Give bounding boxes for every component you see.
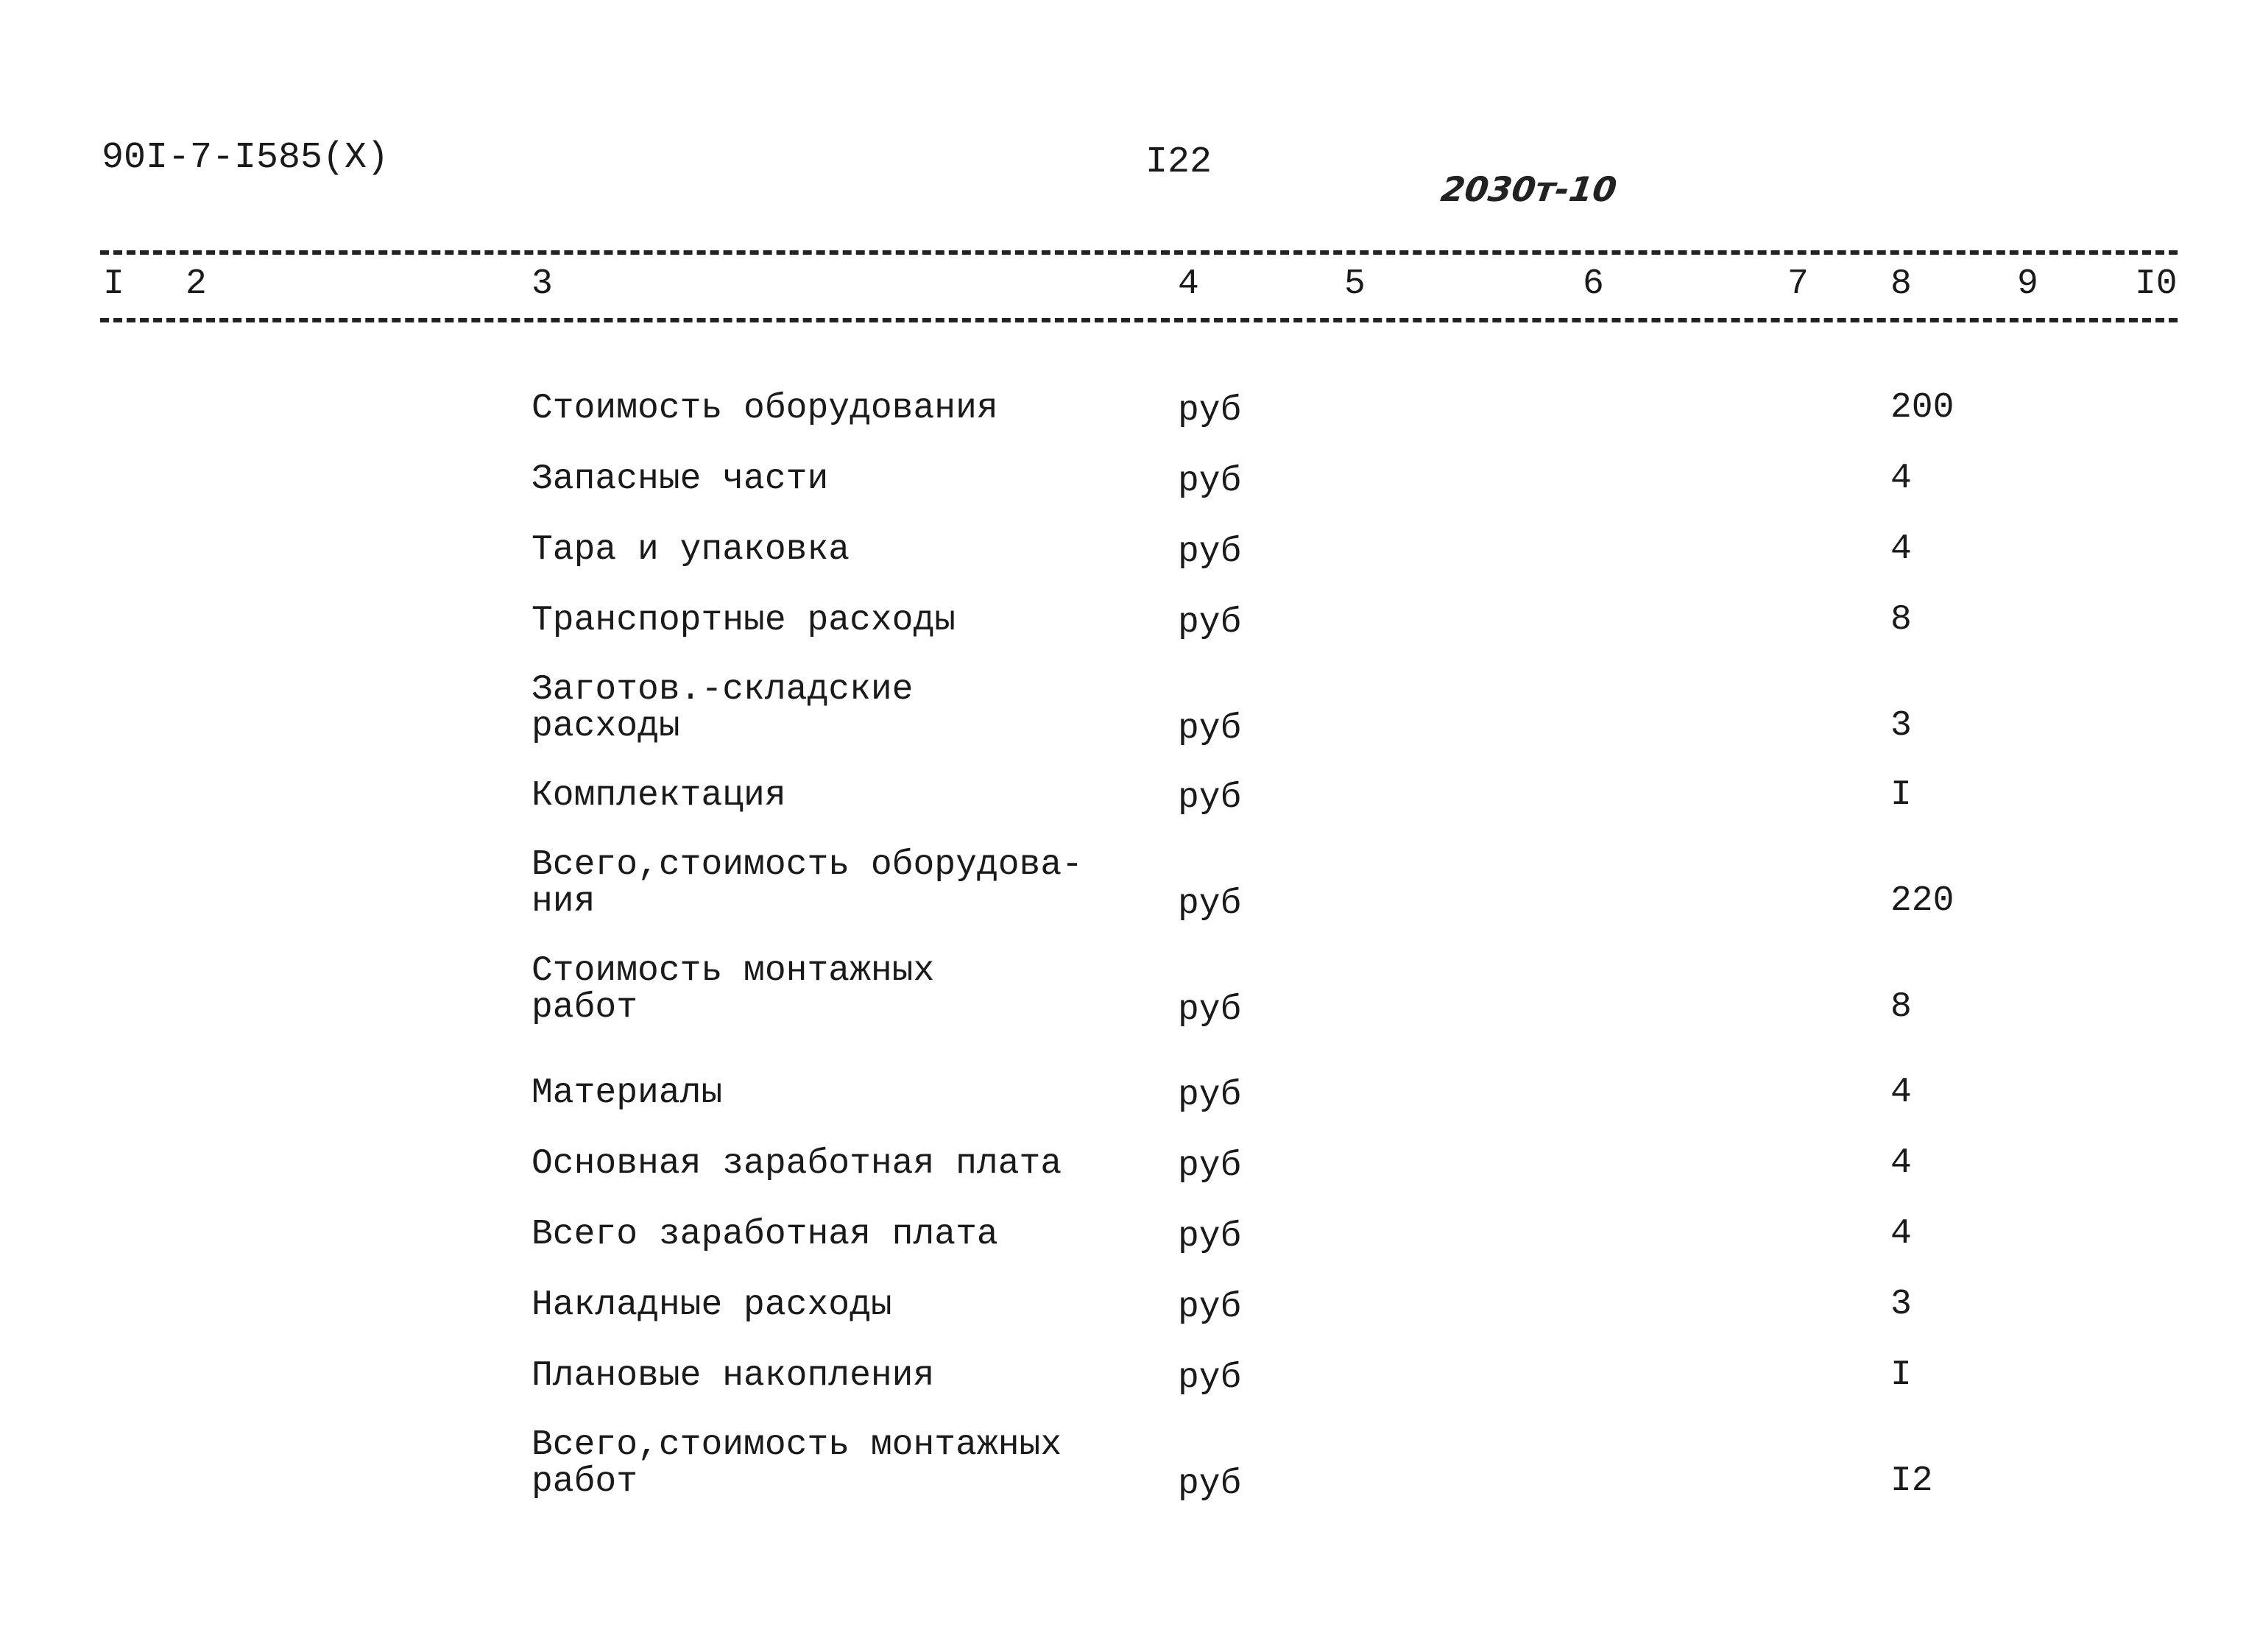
header-top-rule	[100, 250, 2178, 255]
row-value: 4	[1890, 1214, 1912, 1254]
row-item-name: Основная заработная плата	[532, 1144, 1062, 1184]
row-value: 4	[1890, 529, 1912, 569]
column-number-7: 7	[1787, 264, 1809, 304]
column-number-1: I	[103, 264, 124, 304]
row-unit: руб	[1178, 462, 1242, 501]
column-number-5: 5	[1344, 264, 1366, 304]
row-item-name: Всего,стоимость монтажных работ	[532, 1425, 1062, 1502]
column-number-9: 9	[2017, 264, 2038, 304]
row-item-name: Плановые накопления	[532, 1356, 935, 1396]
column-number-3: 3	[532, 264, 553, 304]
column-number-10: I0	[2135, 264, 2178, 304]
row-unit: руб	[1178, 1217, 1242, 1257]
row-item-name: Накладные расходы	[532, 1285, 892, 1325]
row-value: 4	[1890, 1143, 1912, 1183]
row-item-name: Тара и упаковка	[532, 530, 850, 570]
handwritten-note: 2030т-10	[1438, 169, 1620, 209]
row-unit: руб	[1178, 1464, 1242, 1504]
row-value: 3	[1890, 706, 1912, 746]
row-item-name: Комплектация	[532, 776, 786, 816]
row-unit: руб	[1178, 603, 1242, 643]
row-unit: руб	[1178, 778, 1242, 818]
row-item-name: Материалы	[532, 1073, 723, 1113]
page-number: I22	[1145, 141, 1212, 183]
row-item-name: Запасные части	[532, 459, 829, 499]
column-number-4: 4	[1178, 264, 1199, 304]
row-item-name: Стоимость монтажных работ	[532, 951, 935, 1028]
row-unit: руб	[1178, 990, 1242, 1030]
row-item-name: Всего заработная плата	[532, 1215, 998, 1254]
row-unit: руб	[1178, 1288, 1242, 1327]
header-bottom-rule	[100, 318, 2178, 322]
row-unit: руб	[1178, 391, 1242, 431]
column-number-2: 2	[186, 264, 207, 304]
column-number-6: 6	[1583, 264, 1604, 304]
row-unit: руб	[1178, 1358, 1242, 1398]
row-value: 3	[1890, 1285, 1912, 1324]
row-unit: руб	[1178, 1076, 1242, 1115]
row-unit: руб	[1178, 532, 1242, 572]
row-value: 4	[1890, 1073, 1912, 1112]
row-value: I2	[1890, 1461, 1933, 1501]
row-item-name: Заготов.-складские расходы	[532, 670, 914, 746]
row-item-name: Транспортные расходы	[532, 601, 956, 640]
row-unit: руб	[1178, 709, 1242, 749]
row-unit: руб	[1178, 884, 1242, 924]
row-item-name: Всего,стоимость оборудова- ния	[532, 845, 1083, 922]
row-value: I	[1890, 1355, 1912, 1395]
row-value: 200	[1890, 388, 1954, 428]
row-item-name: Стоимость оборудования	[532, 389, 998, 428]
document-code: 90I-7-I585(X)	[102, 137, 389, 179]
row-value: 8	[1890, 987, 1912, 1027]
row-value: 4	[1890, 459, 1912, 498]
row-value: 8	[1890, 600, 1912, 640]
row-value: 220	[1890, 881, 1954, 921]
row-unit: руб	[1178, 1146, 1242, 1186]
row-value: I	[1890, 775, 1912, 815]
column-number-8: 8	[1890, 264, 1912, 304]
